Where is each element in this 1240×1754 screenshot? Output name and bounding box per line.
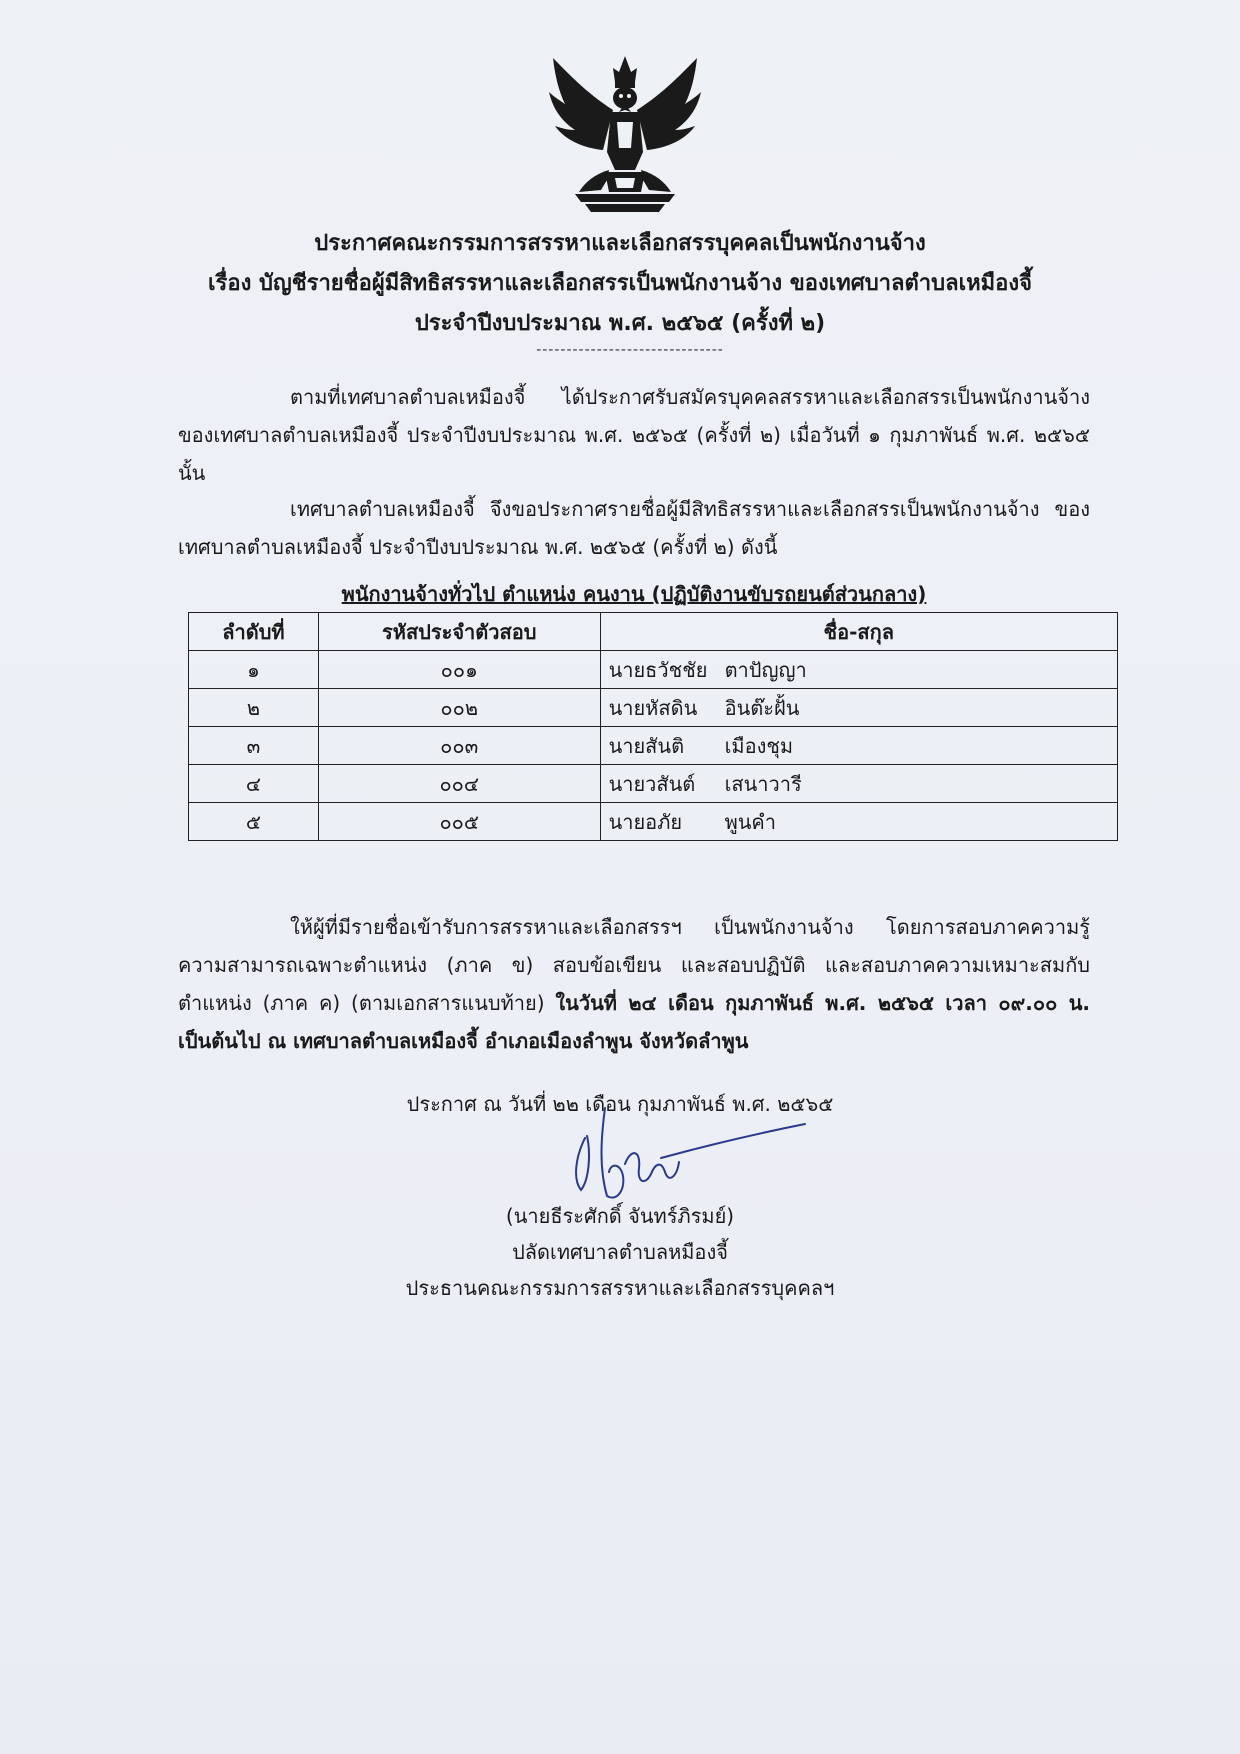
heading-line-2: เรื่อง บัญชีรายชื่อผู้มีสิทธิสรรหาและเลือกสรรเป็นพนักงานจ้าง ของเทศบาลตำบลเหมืองจี้ — [208, 271, 1032, 296]
row-order: ๒ — [189, 689, 319, 727]
paragraph-3-schedule: ในวันที่ ๒๔ เดือน กุมภาพันธ์ พ.ศ. ๒๕๖๕ เวลา ๐๙.๐๐ น. เป็นต้นไป ณ เทศบาลตำบลเหมืองจี้ อำเภอเมืองลำพูน จังหวัดลำพูน — [178, 991, 1090, 1053]
first-name: นายธวัชชัย — [608, 657, 708, 682]
signer-title: ปลัดเทศบาลตำบลหมืองจี้ — [512, 1240, 728, 1264]
heading-line-1: ประกาศคณะกรรมการสรรหาและเลือกสรรบุคคลเป็นพนักงานจ้าง — [314, 231, 926, 256]
row-exam-id: ๐๐๔ — [318, 765, 600, 803]
table-row — [189, 803, 1118, 841]
row-name — [600, 689, 1117, 727]
table-row — [189, 727, 1118, 765]
last-name: เสนาวารี — [724, 771, 802, 796]
row-exam-id: ๐๐๕ — [318, 803, 600, 841]
last-name: พูนคำ — [724, 809, 777, 834]
row-exam-id: ๐๐๑ — [318, 651, 600, 689]
row-name — [600, 765, 1117, 803]
paragraph-3-text: ให้ผู้ที่มีรายชื่อเข้ารับการสรรหาและเลือกสรรฯ เป็นพนักงานจ้าง โดยการสอบภาคความรู้ ความสามารถเฉพาะตำแหน่ง (ภาค ข) สอบข้อเขียน และสอบปฏิบัติ และสอบภาคความเหมาะสมกับ ตำแหน่ง (ภาค ค) (ตามเอกสารแนบท้าย) — [178, 915, 1090, 1015]
row-order: ๔ — [189, 765, 319, 803]
last-name: อินต๊ะฝั้น — [724, 695, 800, 720]
paragraph-2: เทศบาลตำบลเหมืองจี้ จึงขอประกาศรายชื่อผู้มีสิทธิสรรหาและเลือกสรรเป็นพนักงานจ้าง ของเทศบาลตำบลเหมืองจี้ ประจำปีงบประมาณ พ.ศ. ๒๕๖๕ (ครั้งที่ ๒) ดังนี้ — [178, 497, 1090, 559]
row-name — [600, 727, 1117, 765]
signature-icon — [565, 1098, 815, 1208]
last-name: ตาปัญญา — [724, 657, 807, 682]
first-name: นายอภัย — [608, 809, 683, 834]
table-row — [189, 689, 1118, 727]
heading-line-3: ประจำปีงบประมาณ พ.ศ. ๒๕๖๕ (ครั้งที่ ๒) — [414, 311, 826, 336]
row-exam-id: ๐๐๓ — [318, 727, 600, 765]
table-title: พนักงานจ้างทั่วไป ตำแหน่ง คนงาน (ปฏิบัติงานขับรถยนต์ส่วนกลาง) — [341, 582, 927, 606]
table-header-row — [189, 613, 1118, 651]
candidate-table — [188, 612, 1118, 841]
row-name — [600, 651, 1117, 689]
table-row — [189, 765, 1118, 803]
row-exam-id: ๐๐๒ — [318, 689, 600, 727]
row-name — [600, 803, 1117, 841]
first-name: นายวสันต์ — [608, 771, 696, 796]
header-exam-id: รหัสประจำตัวสอบ — [318, 613, 600, 651]
table-row — [189, 651, 1118, 689]
first-name: นายหัสดิน — [608, 695, 698, 720]
paragraph-1: ตามที่เทศบาลตำบลเหมืองจี้ ได้ประกาศรับสมัครบุคคลสรรหาและเลือกสรรเป็นพนักงานจ้าง ของเทศบาลตำบลเหมืองจี้ ประจำปีงบประมาณ พ.ศ. ๒๕๖๕ (ครั้งที่ ๒) เมื่อวันที่ ๑ กุมภาพันธ์ พ.ศ. ๒๕๖๕ นั้น — [178, 385, 1091, 485]
signer-role: ประธานคณะกรรมการสรรหาและเลือกสรรบุคคลฯ — [405, 1276, 835, 1300]
row-order: ๓ — [189, 727, 319, 765]
row-order: ๕ — [189, 803, 319, 841]
row-order: ๑ — [189, 651, 319, 689]
last-name: เมืองชุม — [724, 733, 794, 758]
heading-divider: ------------------------------- — [536, 342, 724, 358]
announcement-date: ประกาศ ณ วันที่ ๒๒ เดือน กุมภาพันธ์ พ.ศ. ๒๕๖๕ — [406, 1092, 834, 1116]
header-name: ชื่อ-สกุล — [600, 613, 1117, 651]
garuda-emblem-icon — [545, 52, 705, 222]
paragraph-3 — [178, 908, 1090, 1060]
header-order: ลำดับที่ — [189, 613, 319, 651]
signer-name: (นายธีระศักดิ์ จันทร์ภิรมย์) — [505, 1204, 735, 1228]
first-name: นายสันติ — [608, 733, 685, 758]
